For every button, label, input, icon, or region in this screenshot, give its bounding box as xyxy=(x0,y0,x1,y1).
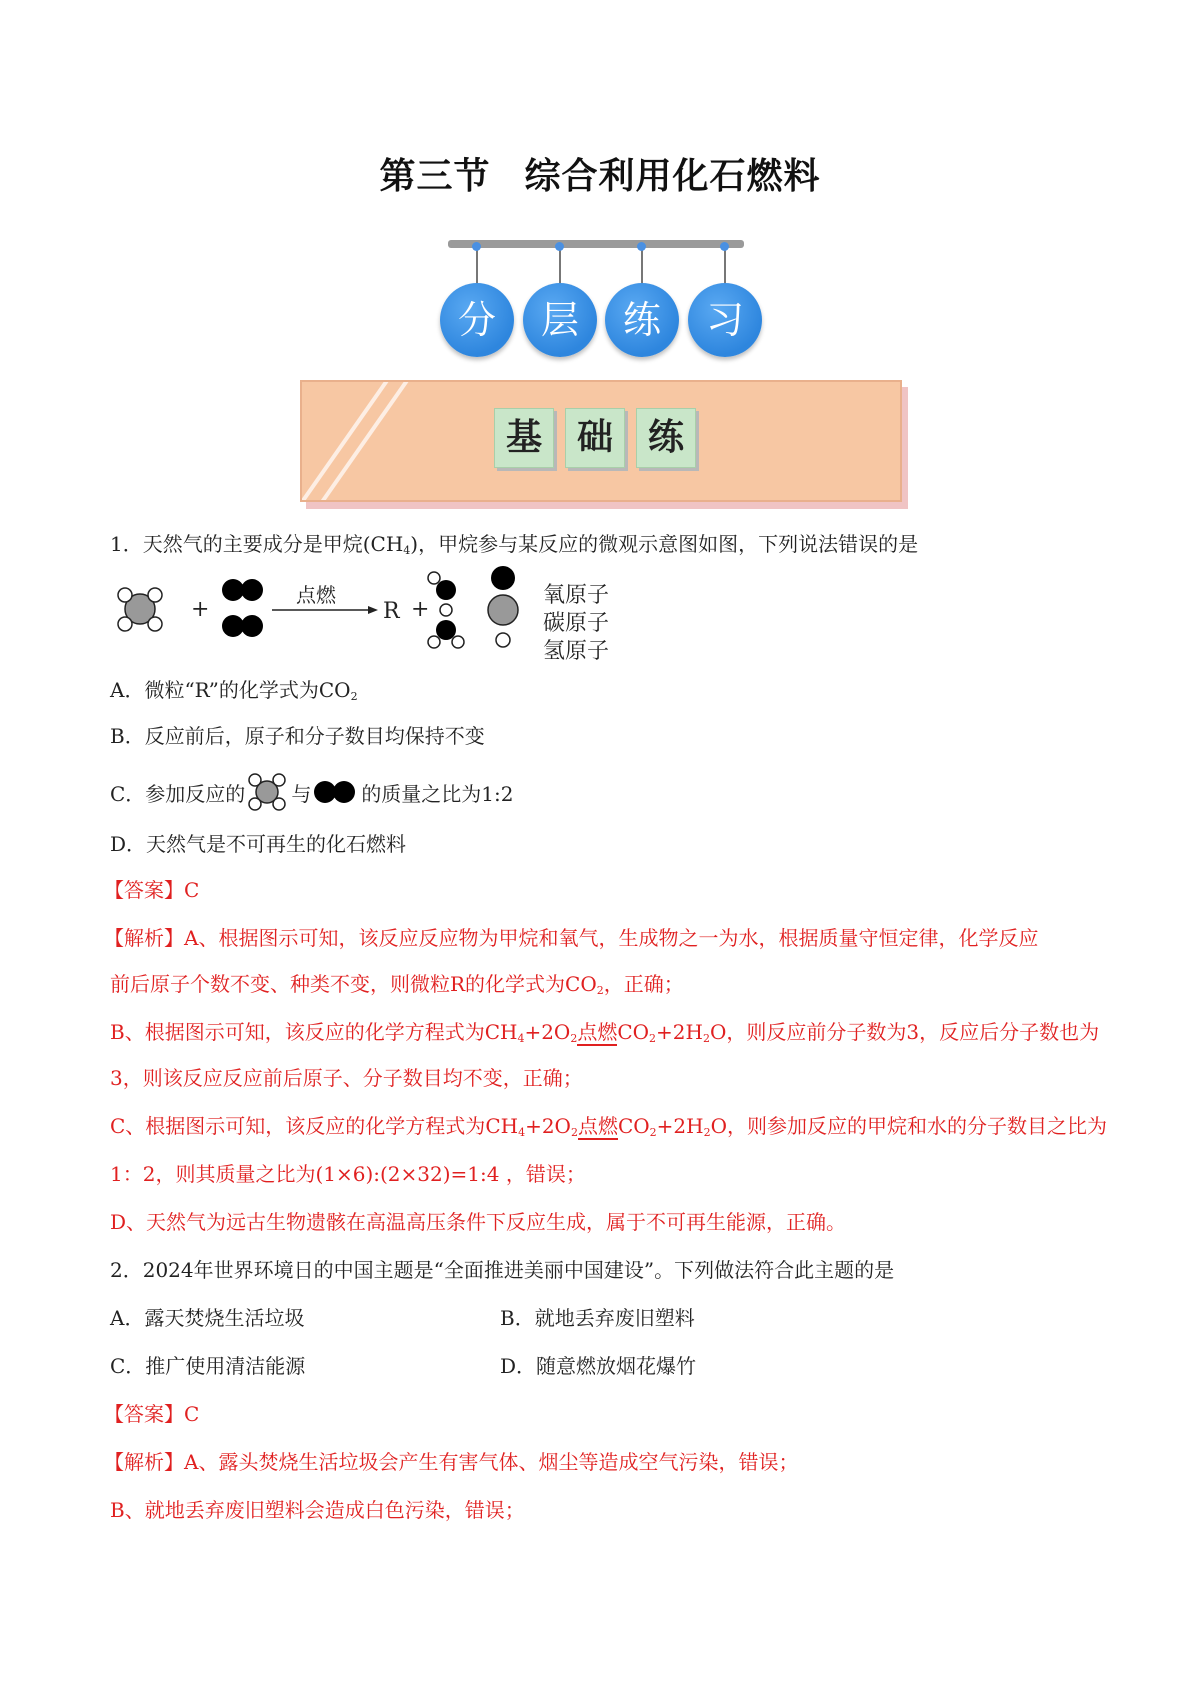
badge-char: 习 xyxy=(688,283,762,357)
q1-analysis-b2: 3，则该反应反应前后原子、分子数目均不变，正确； xyxy=(110,1066,583,1090)
product-r: R xyxy=(383,599,400,624)
q2-analysis-b1: B、就地丢弃废旧塑料会造成白色污染，错误； xyxy=(110,1498,525,1522)
oxygen-mini-icon xyxy=(311,777,361,807)
banner-shine xyxy=(302,382,412,500)
q1-option-b: B．反应前后，原子和分子数目均保持不变 xyxy=(110,724,485,748)
q2-option-b: B．就地丢弃废旧塑料 xyxy=(500,1306,695,1330)
badge-char: 分 xyxy=(440,283,514,357)
q1-analysis-a2: 前后原子个数不变、种类不变，则微粒R的化学式为$CO_2$，正确； xyxy=(110,972,684,997)
q2-analysis-a1: 【解析】A、露头焚烧生活垃圾会产生有害气体、烟尘等造成空气污染，错误； xyxy=(104,1450,799,1474)
q1-option-c: C．参加反应的 与 的质量之比为1:2 xyxy=(110,772,514,812)
plus-sign: + xyxy=(191,597,210,622)
q1-analysis-c2: 1：2，则其质量之比为(1×6):(2×32)=1:4 ，错误； xyxy=(110,1162,586,1186)
page-title xyxy=(0,148,1200,199)
banner-char: 础 xyxy=(565,408,625,468)
q2-stem: 2．2024年世界环境日的中国主题是“全面推进美丽中国建设”。下列做法符合此主题的是 xyxy=(110,1258,895,1282)
badge-pin xyxy=(720,242,729,251)
plus-sign-2: + xyxy=(411,597,430,622)
title-section: 第三节 xyxy=(379,156,491,197)
legend-hydrogen: 氢原子 xyxy=(543,639,610,664)
legend-oxygen: 氧原子 xyxy=(543,583,610,608)
badge-string xyxy=(724,246,726,284)
badge-string xyxy=(559,246,561,284)
q2-option-c: C．推广使用清洁能源 xyxy=(110,1354,306,1378)
title-topic: 综合利用化石燃料 xyxy=(524,156,821,197)
badge-hanger-bar xyxy=(448,240,744,248)
methane-mini-icon xyxy=(245,772,291,812)
q1-analysis-d1: D、天然气为远古生物遗骸在高温高压条件下反应生成，属于不可再生能源，正确。 xyxy=(110,1210,847,1234)
q1-analysis-c1: C、根据图示可知，该反应的化学方程式为$CH_4+2O_2$点燃$CO_2+2H_2O$，则参加反应的甲烷和水的分子数目之比为 xyxy=(110,1114,1107,1139)
badge-pin xyxy=(472,242,481,251)
q1-answer: 【答案】C xyxy=(104,878,200,902)
badge-pin xyxy=(637,242,646,251)
q2-option-a: A．露天焚烧生活垃圾 xyxy=(110,1306,305,1330)
q1-analysis-b1: B、根据图示可知，该反应的化学方程式为$CH_4+2O_2$点燃$CO_2+2H_2O$，则反应前分子数为3，反应后分子数也为 xyxy=(110,1020,1100,1045)
badge-pin xyxy=(555,242,564,251)
water-molecules xyxy=(424,566,524,656)
q1-analysis-a1: 【解析】A、根据图示可知，该反应反应物为甲烷和氧气，生成物之一为水，根据质量守恒定律，化学反应 xyxy=(104,926,1039,950)
legend-carbon: 碳原子 xyxy=(543,611,610,636)
reaction-condition: 点燃 xyxy=(296,583,336,607)
badge-char: 层 xyxy=(523,283,597,357)
q1-option-d: D．天然气是不可再生的化石燃料 xyxy=(110,832,407,856)
q1-option-a: A．微粒“R”的化学式为$CO_2$ xyxy=(110,678,358,703)
banner-char: 练 xyxy=(636,408,696,468)
oxygen-molecules xyxy=(222,579,263,637)
q2-answer: 【答案】C xyxy=(104,1402,200,1426)
badge-string xyxy=(476,246,478,284)
methane-molecule xyxy=(118,588,162,631)
badge-string xyxy=(641,246,643,284)
reaction-diagram xyxy=(108,566,438,656)
banner-char: 基 xyxy=(494,408,554,468)
q2-option-d: D．随意燃放烟花爆竹 xyxy=(500,1354,697,1378)
badge-char: 练 xyxy=(605,283,679,357)
q1-stem: 1．天然气的主要成分是甲烷$(CH_4)$，甲烷参与某反应的微观示意图如图，下列说法错误的是 xyxy=(110,532,919,557)
